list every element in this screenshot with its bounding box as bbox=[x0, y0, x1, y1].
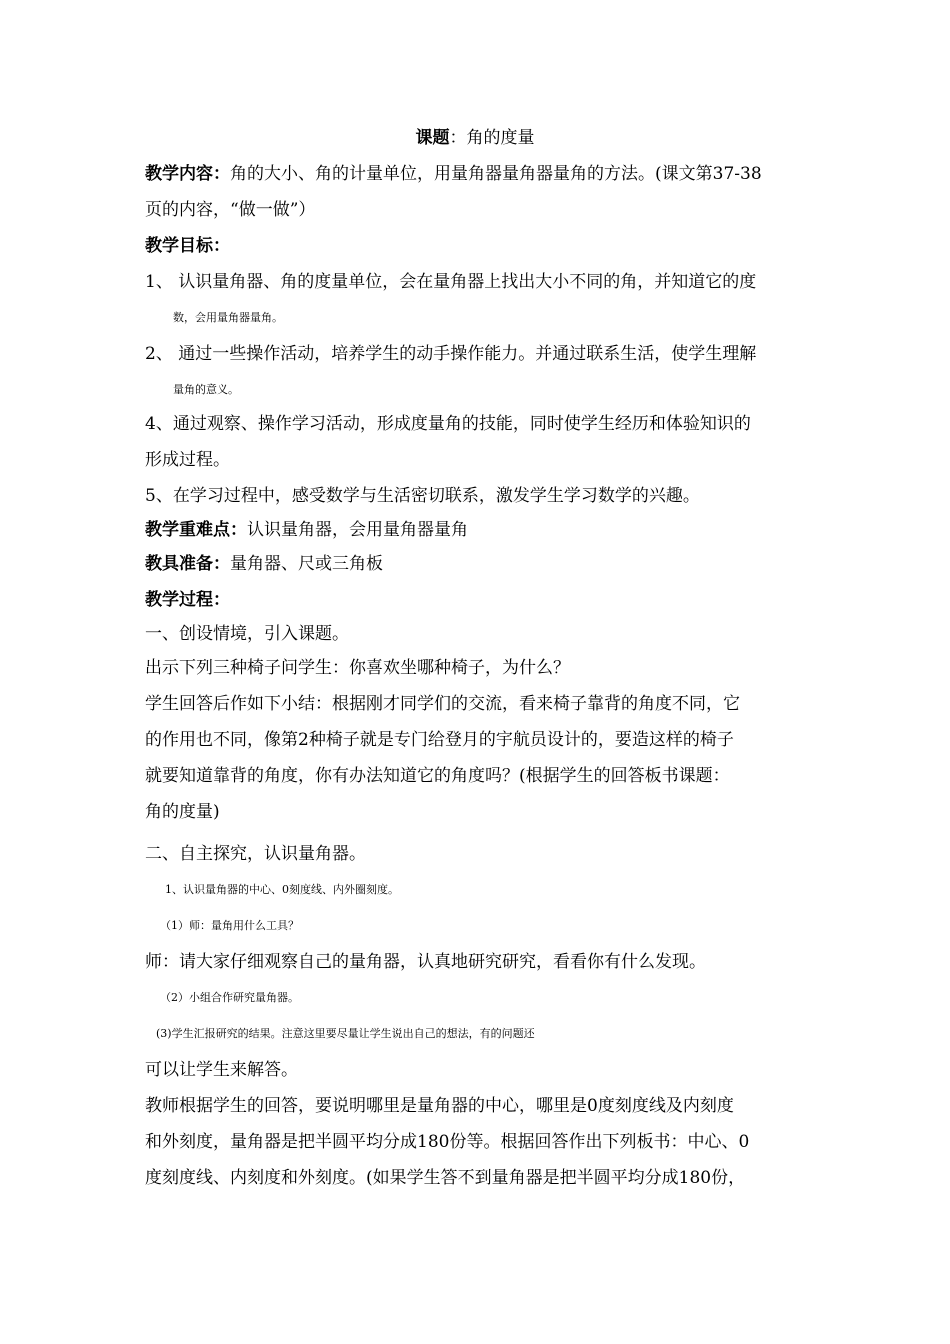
section-2-question-2: （2）小组合作研究量角器。 bbox=[160, 991, 299, 1004]
section-1-paragraph-2-line-4: 角的度量) bbox=[145, 802, 220, 822]
goal-1-line-2: 数，会用量角器量角。 bbox=[173, 311, 283, 324]
section-2-paragraph-line-3: 度刻度线、内刻度和外刻度。(如果学生答不到量角器是把半圆平均分成180份， bbox=[145, 1168, 746, 1188]
section-2-question-1: （1）师：量角用什么工具？ bbox=[160, 919, 299, 932]
goal-5: 5、在学习过程中，感受数学与生活密切联系，激发学生学习数学的兴趣。 bbox=[145, 486, 700, 506]
section-2-question-3-line-2: 可以让学生来解答。 bbox=[145, 1060, 298, 1080]
tools-label: 教具准备： bbox=[145, 554, 230, 574]
section-1-heading: 一、创设情境，引入课题。 bbox=[145, 624, 349, 644]
goal-4-line-1: 4、通过观察、操作学习活动，形成度量角的技能，同时使学生经历和体验知识的 bbox=[145, 414, 751, 434]
goals-heading: 教学目标： bbox=[145, 236, 230, 256]
keypoints-text: 认识量角器，会用量角器量角 bbox=[247, 520, 468, 540]
section-2-paragraph-line-2: 和外刻度，量角器是把半圆平均分成180份等。根据回答作出下列板书：中心、0 bbox=[145, 1132, 750, 1152]
section-2-teacher-line: 师：请大家仔细观察自己的量角器，认真地研究研究，看看你有什么发现。 bbox=[145, 952, 706, 972]
keypoints-label: 教学重难点： bbox=[145, 520, 247, 540]
lesson-title bbox=[0, 126, 950, 150]
section-1-paragraph-2-line-3: 就要知道靠背的角度，你有办法知道它的角度吗？(根据学生的回答板书课题： bbox=[145, 766, 730, 786]
content-line-1 bbox=[145, 162, 815, 186]
section-1-paragraph-1: 出示下列三种椅子问学生：你喜欢坐哪种椅子，为什么？ bbox=[145, 658, 570, 678]
goal-1-line-1: 1、 认识量角器、角的度量单位，会在量角器上找出大小不同的角，并知道它的度 bbox=[145, 272, 757, 292]
lesson-title-separator: ： bbox=[449, 128, 467, 148]
section-2-heading: 二、自主探究，认识量角器。 bbox=[145, 844, 366, 864]
content-line-2: 页的内容，“做一做”） bbox=[145, 200, 316, 220]
content-text-1: 角的大小、角的计量单位，用量角器量角器量角的方法。(课文第37-38 bbox=[230, 164, 762, 184]
goal-4-line-2: 形成过程。 bbox=[145, 450, 230, 470]
section-2-item-1: 1、认识量角器的中心、0刻度线、内外圈刻度。 bbox=[165, 883, 399, 896]
lesson-title-text: 角的度量 bbox=[466, 128, 535, 148]
tools-text: 量角器、尺或三角板 bbox=[230, 554, 383, 574]
content-label: 教学内容： bbox=[145, 164, 230, 184]
section-2-question-3-line-1: (3)学生汇报研究的结果。注意这里要尽量让学生说出自己的想法，有的问题还 bbox=[156, 1027, 535, 1040]
tools-line bbox=[145, 552, 815, 576]
process-heading: 教学过程： bbox=[145, 590, 230, 610]
keypoints-line bbox=[145, 518, 815, 542]
section-1-paragraph-2-line-1: 学生回答后作如下小结：根据刚才同学们的交流，看来椅子靠背的角度不同，它 bbox=[145, 694, 740, 714]
lesson-title-label: 课题 bbox=[415, 128, 450, 148]
section-1-paragraph-2-line-2: 的作用也不同，像第2种椅子就是专门给登月的宇航员设计的，要造这样的椅子 bbox=[145, 730, 734, 750]
goal-2-line-2: 量角的意义。 bbox=[173, 383, 239, 396]
section-2-paragraph-line-1: 教师根据学生的回答，要说明哪里是量角器的中心，哪里是0度刻度线及内刻度 bbox=[145, 1096, 734, 1116]
goal-2-line-1: 2、 通过一些操作活动，培养学生的动手操作能力。并通过联系生活，使学生理解 bbox=[145, 344, 757, 364]
